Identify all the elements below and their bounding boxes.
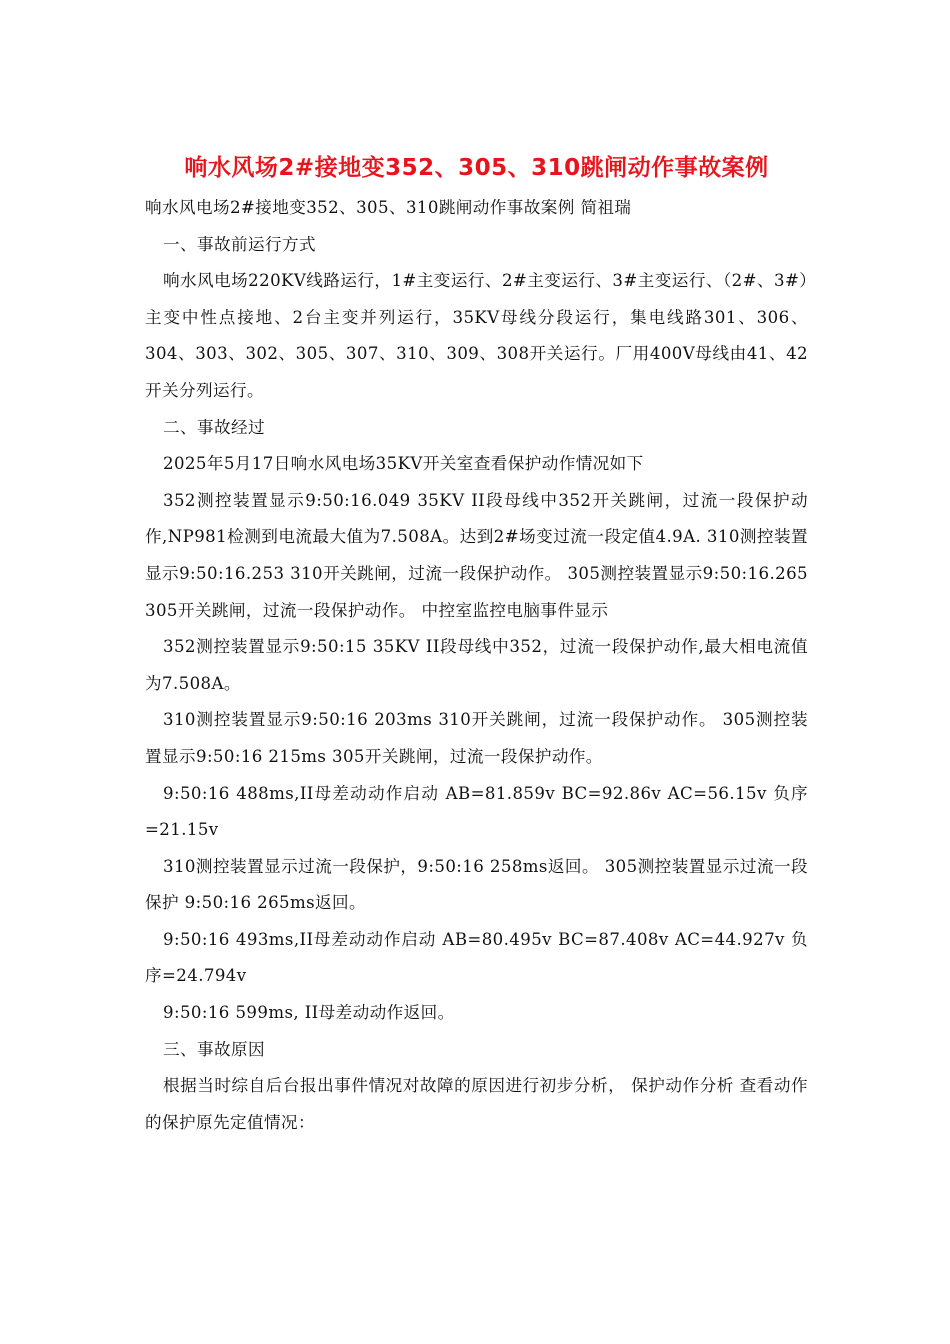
section-heading-1: 一、事故前运行方式 [163, 234, 316, 254]
paragraph-operation-mode: 响水风电场220KV线路运行，1#主变运行、2#主变运行、3#主变运行、（2#、3#）主变中性点接地、2台主变并列运行，35KV母线分段运行，集电线路301、306、304、303、302、305、307、310、309、308开关运行。厂用400V母线由41、42开关分列运行。 [145, 271, 808, 400]
paragraph-return: 310测控装置显示过流一段保护，9:50:16 258ms返回。 305测控装置显示过流一段保护 9:50:16 265ms返回。 [145, 856, 808, 913]
section-heading-3: 三、事故原因 [163, 1039, 265, 1059]
section-heading-2: 二、事故经过 [163, 417, 265, 437]
paragraph-310-305-trip: 310测控装置显示9:50:16 203ms 310开关跳闸，过流一段保护动作。 305测控装置显示9:50:16 215ms 305开关跳闸，过流一段保护动作。 [145, 710, 808, 766]
document-title: 响水风场2#接地变352、305、310跳闸动作事故案例 [184, 155, 769, 181]
paragraph-cause-analysis: 根据当时综自后台报出事件情况对故障的原因进行初步分析， 保护动作分析 查看动作的保护原先定值情况： [145, 1076, 808, 1132]
document-body [145, 190, 808, 1141]
subtitle-line: 响水风电场2#接地变352、305、310跳闸动作事故案例 简祖瑞 [145, 198, 632, 217]
paragraph-352-event: 352测控装置显示9:50:15 35KV II段母线中352，过流一段保护动作,最大相电流值为7.508A。 [145, 637, 808, 693]
paragraph-date: 2025年5月17日响水风电场35KV开关室查看保护动作情况如下 [163, 454, 644, 474]
paragraph-diff-return: 9:50:16 599ms, II母差动动作返回。 [163, 1003, 455, 1023]
paragraph-diff-start-1: 9:50:16 488ms,II母差动动作启动 AB=81.859v BC=92.86v AC=56.15v 负序=21.15v [145, 783, 808, 840]
paragraph-352-trip: 352测控装置显示9:50:16.049 35KV II段母线中352开关跳闸，过流一段保护动作,NP981检测到电流最大值为7.508A。达到2#场变过流一段定值4.9A. 310测控装置显示9:50:16.253 310开关跳闸，过流一段保护动作。 305测控装置显示9:50:16.265 305开关跳闸，过流一段保护动作。 中控室监控电脑事件显示 [145, 490, 808, 620]
paragraph-diff-start-2: 9:50:16 493ms,II母差动动作启动 AB=80.495v BC=87.408v AC=44.927v 负序=24.794v [145, 929, 808, 986]
